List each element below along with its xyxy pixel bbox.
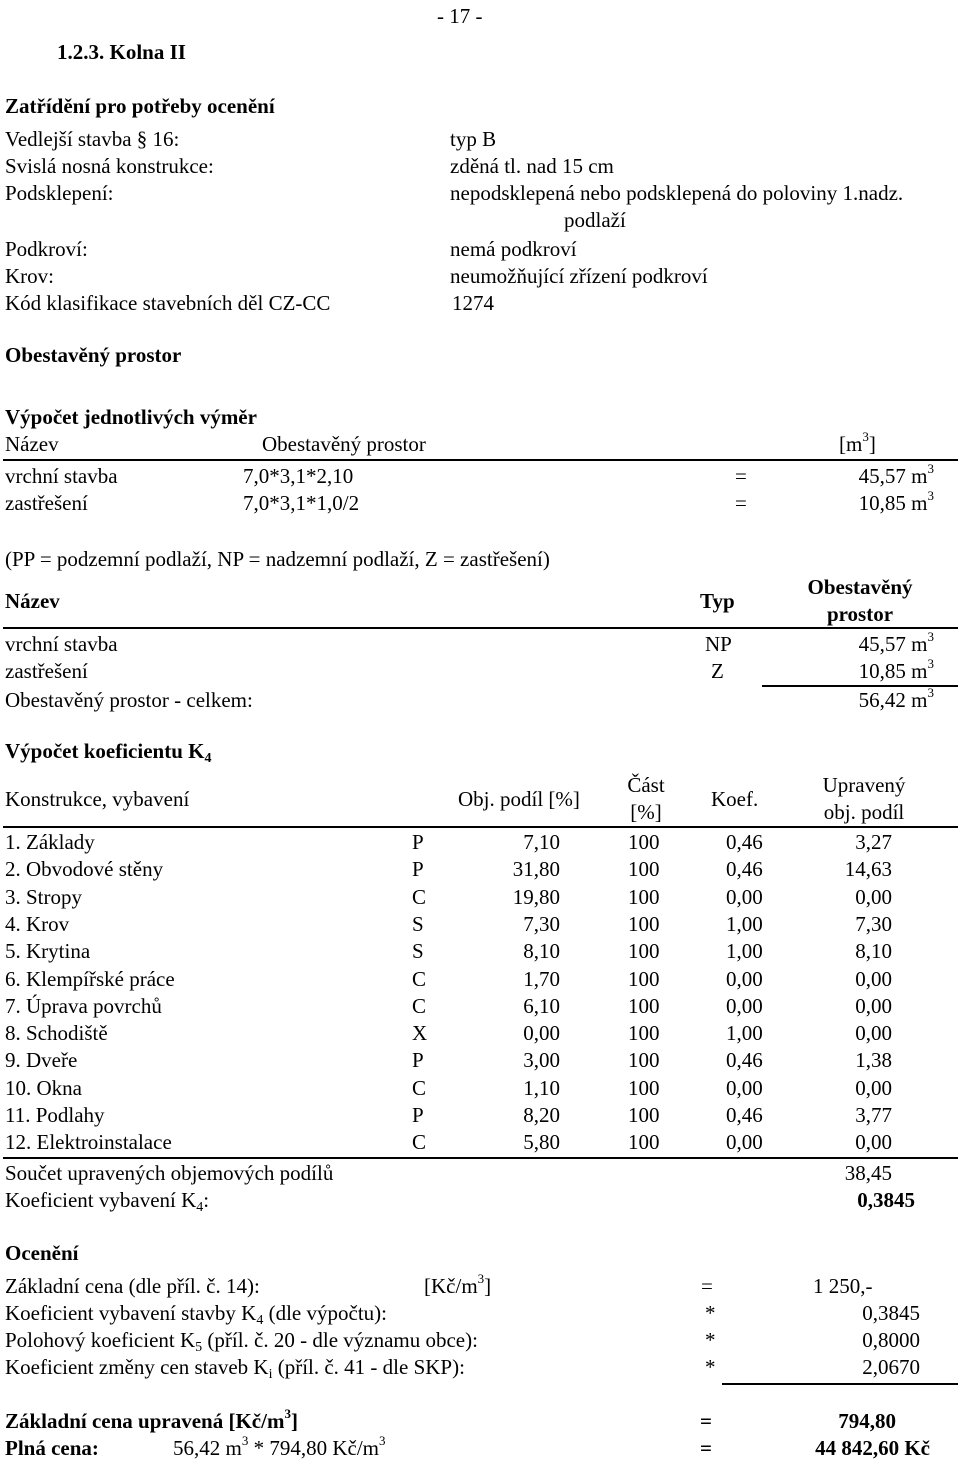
k4-row-adjusted: 8,10 xyxy=(855,939,892,963)
volume-value: 45,57 $m^3$ xyxy=(858,461,934,488)
summary-col-name: Název xyxy=(5,589,60,613)
k4-row-name: 8. Schodiště xyxy=(5,1021,108,1045)
k4-row-part: 100 xyxy=(628,857,660,881)
k4-col-part-2: [%] xyxy=(630,800,662,824)
valuation-heading: Ocenění xyxy=(5,1241,79,1265)
k4-row-adjusted: 0,00 xyxy=(855,1076,892,1100)
k4-row-part: 100 xyxy=(628,830,660,854)
summary-col-space-2: prostor xyxy=(826,602,894,626)
adjusted-price-op: = xyxy=(700,1409,712,1433)
class-value: neumožňující zřízení podkroví xyxy=(450,264,708,288)
full-price-label: Plná cena: xyxy=(5,1436,99,1460)
k4-row-adjusted: 3,77 xyxy=(855,1103,892,1127)
volume-name: vrchní stavba xyxy=(5,464,118,488)
classification-heading: Zatřídění pro potřeby ocenění xyxy=(5,94,275,118)
volume-formula: 7,0*3,1*2,10 xyxy=(243,464,354,488)
k4-row-name: 4. Krov xyxy=(5,912,70,936)
k4-row-category: S xyxy=(412,912,424,936)
k4-row-name: 2. Obvodové stěny xyxy=(5,857,164,881)
k4-row-share: 1,70 xyxy=(523,967,560,991)
k4-coef-label: Koeficient vybavení $K_4$: xyxy=(5,1188,210,1215)
k4-col-construction: Konstrukce, vybavení xyxy=(5,787,190,811)
k4-row-coef: 0,46 xyxy=(726,1103,763,1127)
k4-row-part: 100 xyxy=(628,967,660,991)
k4-coef-row-label: Koeficient vybavení stavby $K_4$ (dle výpočtu): xyxy=(5,1301,387,1328)
summary-total-value: 56,42 $m^3$ xyxy=(858,685,934,712)
volume-value: 10,85 $m^3$ xyxy=(858,488,934,515)
k4-row-part: 100 xyxy=(628,939,660,963)
k4-row-coef: 0,00 xyxy=(726,885,763,909)
k4-row-coef: 0,00 xyxy=(726,1076,763,1100)
k4-coef-row-op: * xyxy=(705,1301,716,1325)
k4-row-coef: 0,00 xyxy=(726,967,763,991)
k4-row-adjusted: 7,30 xyxy=(855,912,892,936)
k4-row-adjusted: 14,63 xyxy=(844,857,892,881)
k4-row-name: 5. Krytina xyxy=(5,939,91,963)
k4-row-name: 10. Okna xyxy=(5,1076,82,1100)
volume-eq: = xyxy=(735,464,747,488)
summary-col-type: Typ xyxy=(700,589,735,613)
volume-name: zastřešení xyxy=(5,491,88,515)
full-price-value: 44 842,60 Kč xyxy=(815,1436,930,1460)
k4-row-category: P xyxy=(412,1103,424,1127)
k4-row-part: 100 xyxy=(628,912,660,936)
k4-row-share: 31,80 xyxy=(512,857,560,881)
k4-row-category: C xyxy=(412,885,427,909)
k4-col-adjusted-2: obj. podíl xyxy=(823,800,905,824)
k4-row-coef: 0,00 xyxy=(726,994,763,1018)
k4-heading: Výpočet koeficientu $K_4$ xyxy=(5,739,212,766)
summary-row-type: Z xyxy=(711,659,724,683)
class-label: Vedlejší stavba § 16: xyxy=(5,127,180,151)
k4-row-category: P xyxy=(412,830,424,854)
k4-row-share: 19,80 xyxy=(512,885,560,909)
summary-row-name: zastřešení xyxy=(5,659,88,683)
built-space-heading: Obestavěný prostor xyxy=(5,343,182,367)
ki-coef-row-value: 2,0670 xyxy=(862,1355,920,1379)
k4-row-part: 100 xyxy=(628,1103,660,1127)
k4-row-coef: 1,00 xyxy=(726,939,763,963)
k4-row-part: 100 xyxy=(628,1076,660,1100)
full-price-op: = xyxy=(700,1436,712,1460)
valuation-rule xyxy=(722,1383,958,1385)
class-value: typ B xyxy=(450,127,497,151)
page-number: - 17 - xyxy=(437,4,483,28)
summary-row-value: 45,57 $m^3$ xyxy=(858,629,934,656)
k4-row-share: 7,30 xyxy=(523,912,560,936)
class-label: Podkroví: xyxy=(5,237,88,261)
k4-row-category: P xyxy=(412,857,424,881)
section-title: 1.2.3. Kolna II xyxy=(57,40,186,64)
k4-row-name: 6. Klempířské práce xyxy=(5,967,175,991)
header-rule xyxy=(3,459,958,461)
summary-col-space: Obestavěný xyxy=(807,575,913,599)
class-value: 1274 xyxy=(452,291,494,315)
k4-row-coef: 1,00 xyxy=(726,1021,763,1045)
k4-sum-label: Součet upravených objemových podílů xyxy=(5,1161,334,1185)
k5-coef-row-value: 0,8000 xyxy=(862,1328,920,1352)
k4-coef-value: 0,3845 xyxy=(857,1188,915,1212)
ki-coef-row-op: * xyxy=(705,1355,716,1379)
k4-row-adjusted: 0,00 xyxy=(855,967,892,991)
col-space: Obestavěný prostor xyxy=(262,432,426,456)
k4-row-name: 7. Úprava povrchů xyxy=(5,994,162,1018)
k4-row-adjusted: 3,27 xyxy=(855,830,892,854)
k4-row-adjusted: 0,00 xyxy=(855,1021,892,1045)
k4-row-category: S xyxy=(412,939,424,963)
class-label: Svislá nosná konstrukce: xyxy=(5,154,214,178)
k4-row-share: 5,80 xyxy=(523,1130,560,1154)
k4-coef-row-value: 0,3845 xyxy=(862,1301,920,1325)
class-label: Krov: xyxy=(5,264,54,288)
volume-formula: 7,0*3,1*1,0/2 xyxy=(243,491,360,515)
summary-header-rule xyxy=(3,627,958,629)
k4-row-share: 8,20 xyxy=(523,1103,560,1127)
class-value: nepodsklepená nebo podsklepená do poloviny 1.nadz. xyxy=(450,181,904,205)
ki-coef-row-label: Koeficient změny cen staveb $K_i$ (příl. č. 41 - dle SKP): xyxy=(5,1355,465,1382)
k4-row-share: 1,10 xyxy=(523,1076,560,1100)
k4-row-part: 100 xyxy=(628,885,660,909)
k4-row-category: C xyxy=(412,967,427,991)
summary-row-value: 10,85 $m^3$ xyxy=(858,656,934,683)
k4-row-part: 100 xyxy=(628,994,660,1018)
col-unit: $[m^3]$ xyxy=(839,429,876,456)
k4-row-part: 100 xyxy=(628,1021,660,1045)
class-value-continuation: podlaží xyxy=(564,208,626,232)
k4-row-category: P xyxy=(412,1048,424,1072)
class-label: Kód klasifikace stavebních děl CZ-CC xyxy=(5,291,331,315)
k4-row-category: X xyxy=(412,1021,428,1045)
volume-eq: = xyxy=(735,491,747,515)
k4-row-category: C xyxy=(412,994,427,1018)
adjusted-price-label: Základní cena upravená $[Kč/m^3]$ xyxy=(5,1406,298,1433)
k4-sum-value: 38,45 xyxy=(844,1161,892,1185)
base-price-value: 1 250,- xyxy=(813,1274,873,1298)
base-price-label: Základní cena (dle příl. č. 14): xyxy=(5,1274,260,1298)
k4-row-share: 8,10 xyxy=(523,939,560,963)
k4-row-name: 1. Základy xyxy=(5,830,95,854)
k5-coef-row-op: * xyxy=(705,1328,716,1352)
summary-row-name: vrchní stavba xyxy=(5,632,118,656)
k4-row-adjusted: 1,38 xyxy=(855,1048,892,1072)
legend-note: (PP = podzemní podlaží, NP = nadzemní podlaží, Z = zastřešení) xyxy=(5,547,550,571)
k4-row-coef: 0,46 xyxy=(726,1048,763,1072)
k4-row-coef: 0,46 xyxy=(726,857,763,881)
k4-row-part: 100 xyxy=(628,1130,660,1154)
base-price-unit: $[Kč/m^3]$ xyxy=(424,1271,492,1298)
class-value: nemá podkroví xyxy=(450,237,577,261)
class-value: zděná tl. nad 15 cm xyxy=(450,154,614,178)
k4-header-rule xyxy=(3,826,958,828)
k4-row-adjusted: 0,00 xyxy=(855,994,892,1018)
calc-volumes-heading: Výpočet jednotlivých výměr xyxy=(5,405,257,429)
k4-row-name: 11. Podlahy xyxy=(5,1103,105,1127)
k5-coef-row-label: Polohový koeficient $K_5$ (příl. č. 20 - dle významu obce): xyxy=(5,1328,478,1355)
k4-row-adjusted: 0,00 xyxy=(855,1130,892,1154)
k4-row-name: 9. Dveře xyxy=(5,1048,78,1072)
k4-col-share: Obj. podíl [%] xyxy=(458,787,580,811)
summary-row-type: NP xyxy=(705,632,732,656)
k4-row-coef: 0,46 xyxy=(726,830,763,854)
full-price-formula: 56,42 $m^3 * 794,80$ $Kč/m^3$ xyxy=(173,1433,386,1460)
k4-row-part: 100 xyxy=(628,1048,660,1072)
k4-col-part: Část xyxy=(627,773,665,797)
adjusted-price-value: 794,80 xyxy=(838,1409,896,1433)
k4-row-name: 3. Stropy xyxy=(5,885,83,909)
k4-col-coef: Koef. xyxy=(711,787,759,811)
base-price-op: = xyxy=(701,1274,713,1298)
k4-row-share: 0,00 xyxy=(523,1021,560,1045)
k4-row-coef: 0,00 xyxy=(726,1130,763,1154)
summary-total-label: Obestavěný prostor - celkem: xyxy=(5,688,253,712)
k4-row-coef: 1,00 xyxy=(726,912,763,936)
col-name: Název xyxy=(5,432,59,456)
k4-row-category: C xyxy=(412,1130,427,1154)
k4-row-share: 6,10 xyxy=(523,994,560,1018)
k4-row-category: C xyxy=(412,1076,427,1100)
k4-col-adjusted: Upravený xyxy=(822,773,906,797)
k4-row-share: 7,10 xyxy=(523,830,560,854)
k4-row-name: 12. Elektroinstalace xyxy=(5,1130,172,1154)
k4-row-share: 3,00 xyxy=(523,1048,560,1072)
k4-sum-rule xyxy=(3,1157,958,1159)
k4-row-adjusted: 0,00 xyxy=(855,885,892,909)
class-label: Podsklepení: xyxy=(5,181,114,205)
